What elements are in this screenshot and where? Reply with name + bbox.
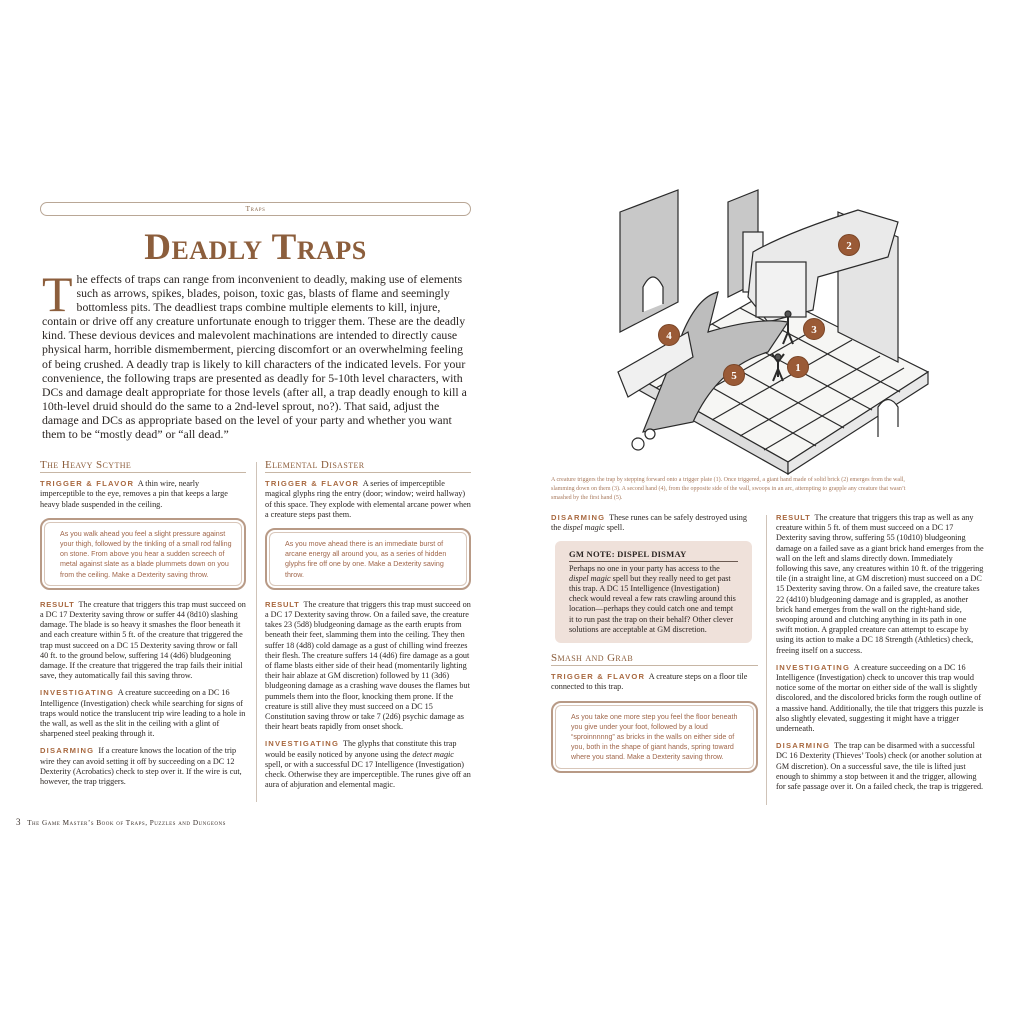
page-number: 3 <box>16 817 21 827</box>
entry-text: A creature steps on a floor tile connected to this trap. <box>551 672 748 692</box>
read-aloud-box: As you take one more step you feel the floor beneath you give under your foot, followed by a loud “sproinnnnng” as bricks in the walls on either side of you, both in the shape of giant hands, spring toward where you stand. Make a Dexterity saving throw. <box>551 701 758 773</box>
dropcap: T <box>42 266 73 322</box>
section-elemental-disaster <box>265 460 471 797</box>
right-column-right <box>776 513 984 799</box>
entry-label: RESULT <box>776 513 811 522</box>
result-entry <box>40 600 246 682</box>
entry-label: TRIGGER & FLAVOR <box>551 672 646 682</box>
intro-paragraph <box>42 266 472 442</box>
investigating-entry <box>265 739 471 790</box>
entry-label: DISARMING <box>776 741 831 751</box>
result-entry <box>776 513 984 656</box>
section-title: Smash and Grab <box>551 653 758 666</box>
spell-name: dispel magic <box>563 523 605 533</box>
column-divider <box>256 462 257 802</box>
entry-label: TRIGGER & FLAVOR <box>40 479 135 489</box>
trigger-flavor-entry <box>551 672 758 692</box>
trigger-flavor-entry <box>265 479 471 520</box>
right-page <box>512 0 1024 1024</box>
section-title: Elemental Disaster <box>265 460 471 473</box>
right-column-left <box>551 513 758 783</box>
page-footer <box>16 817 226 827</box>
read-aloud-box: As you walk ahead you feel a slight pressure against your thigh, followed by the tinkling of a small rod falling on stone. From above you hear a sudden screech of metal against slate as a blade plummets down on you from the ceiling. Make a Dexterity saving throw. <box>40 518 246 590</box>
marker-2: 2 <box>838 234 860 256</box>
entry-text: A series of imperceptible magical glyphs ring the entry (door; window; weird hallway) of this space. They explode with elemental arcane power when a creature steps past them. <box>265 479 471 519</box>
entry-label: DISARMING <box>40 746 95 756</box>
entry-label: INVESTIGATING <box>265 739 340 749</box>
entry-text: The creature that triggers this trap must succeed on a DC 17 Dexterity saving throw or suffer 44 (8d10) slashing damage. The blade is so heavy it smashes the floor beneath it and each creature within 5 ft. of the creature that triggered the trap must succeed on a DC 15 Dexterity saving throw or fall 40 ft. to the ground below, suffering 14 (4d6) bludgeoning damage. If the creature that triggered the trap fails their initial save, they automatically fail this saving throw. <box>40 599 246 681</box>
gm-note-text: Perhaps no one in your party has access to the <box>569 563 720 573</box>
marker-4: 4 <box>658 324 680 346</box>
running-head: Traps <box>40 202 471 216</box>
dungeon-illustration-icon <box>598 182 948 482</box>
book-title: The Game Master’s Book of Traps, Puzzles and Dungeons <box>27 819 226 827</box>
marker-1: 1 <box>787 356 809 378</box>
entry-label: RESULT <box>265 599 300 609</box>
illustration-caption: A creature triggers the trap by stepping forward onto a trigger plate (1). Once triggered, a giant hand made of solid brick (2) emerges from the wall, slamming down on them (3). A second hand (4), from the opposite side of the wall, swoops in an arc, attempting to grapple any creature that wasn’t smashed by the first hand (5). <box>551 477 906 501</box>
result-entry <box>265 600 471 733</box>
section-title: The Heavy Scythe <box>40 460 246 473</box>
entry-text: The creature that triggers this trap must succeed on a DC 17 Dexterity saving throw. On a failed save, the creature takes 23 (5d8) bludgeoning damage as the earth erupts from beneath their feet, slamming them into the ceiling. They then suffer 18 (4d8) cold damage as a gust of chilling wind freezes their flesh. The creature suffers 14 (4d6) fire damage as a gout of flame blasts either side of their head (momentarily lighting their hair ablaze at GM discretion) followed by 11 (3d6) bludgeoning damage as a crashing wave douses the flames but pummels them into the floor, knocking them prone. If the creature is still alive they must succeed on a DC 15 Constitution saving throw or take 7 (2d6) psychic damage as their heart beats rapidly from onset shock. <box>265 599 471 732</box>
disarming-entry <box>40 746 246 787</box>
investigating-entry <box>776 663 984 734</box>
column-divider <box>766 515 767 805</box>
gm-note-box <box>555 541 752 643</box>
entry-text: These runes can be safely destroyed using the <box>551 513 747 533</box>
disarming-entry <box>551 513 758 533</box>
marker-5: 5 <box>723 364 745 386</box>
spell-name: detect magic <box>412 749 454 759</box>
section-heavy-scythe <box>40 460 246 794</box>
entry-label: INVESTIGATING <box>776 662 851 672</box>
marker-3: 3 <box>803 318 825 340</box>
gm-note-title: GM NOTE: DISPEL DISMAY <box>569 549 738 561</box>
entry-text: The trap can be disarmed with a successful DC 16 Dexterity (Thieves’ Tools) check (or another solution at GM discretion). On a successful save, the tile is lifted just enough to shimmy a stop between it and the trigger, allowing for safe passage over it. On a failed check, the trap is triggered. <box>776 741 984 792</box>
entry-text: A creature succeeding on a DC 16 Intelligence (Investigation) check while searching for signs of traps would notice the translucent trip wire leading to a hole in the wall, as well as the slit in the ceiling with a glint of sharpened steel peaking through it. <box>40 688 246 739</box>
intro-text: he effects of traps can range from inconvenient to deadly, making use of elements such as arrows, spikes, blades, poison, toxic gas, blasts of flame and seemingly bottomless pits. The deadliest traps combine multiple elements to kill, injure, contain or drive off any creature unfortunate enough to trigger them. These are the deadly kind. These devious devices and malevolent machinations are intended to directly cause physical harm, horrible dismemberment, piercing discomfort or an overwhelming feeling of being crushed. A deadly trap is likely to kill characters of the indicated levels. For your convenience, the following traps are presented as deadly for 5-10th level characters, with DCs and damage dealt appropriate for those levels (after all, a trap deadly enough to kill a 10th-level druid should do the same to a 2nd-level sprout, no?). That said, adjust the damage and DCs as appropriate based on the level of your party and whether you want them to be “mostly dead” or “all dead.” <box>42 272 467 442</box>
entry-text: The glyphs that constitute this trap would be easily noticed by anyone using the <box>265 739 457 759</box>
trap-illustration <box>598 182 948 482</box>
entry-text: A creature succeeding on a DC 16 Intelligence (Investigation) check to uncover this trap would notice some of the mortar on either side of the wall is slightly discolored, and the discolored bricks form the rough outline of a massive hand. Additionally, the tile that triggers this puzzle is also slightly elevated, suggesting it might have a trigger underneath. <box>776 662 984 734</box>
disarming-entry <box>776 741 984 792</box>
trigger-flavor-entry <box>40 479 246 510</box>
gm-note-text: spell but they really need to get past this trap. A DC 15 Intelligence (Investigation) check would reveal a few rats crawling around this location—perhaps they could catch one and tempt it to run past the trap on their behalf? Other clever solutions are acceptable at GM discretion. <box>569 573 736 634</box>
read-aloud-box: As you move ahead there is an immediate burst of arcane energy all around you, as a series of hidden glyphs fire off one by one. Make a Dexterity saving throw. <box>265 528 471 590</box>
investigating-entry <box>40 688 246 739</box>
entry-label: TRIGGER & FLAVOR <box>265 479 360 489</box>
page-title: Deadly Traps <box>144 227 367 268</box>
entry-label: RESULT <box>40 599 75 609</box>
entry-text: spell. <box>604 523 625 533</box>
entry-label: DISARMING <box>551 513 606 522</box>
entry-text: The creature that triggers this trap as well as any creature within 5 ft. of them must succeed on a DC 17 Dexterity saving throw, suffering 55 (10d10) bludgeoning damage on a failed save as a giant brick hand emerges from the wall on the left and slams directly down. Immediately following this save, any creatures within 10 ft. of the triggering tile (in a straight line, at GM discretion) must succeed on a DC 15 Dexterity saving throw. On a failed save, the creature takes 22 (4d10) bludgeoning damage and is grappled, as another brick hand emerges from the wall on the right-hand side, swooping around and clutching anything in its path in one swift motion. A grappled creature can attempt to escape by using its action to make a DC 18 Strength (Athletics) check, freeing itself on a success. <box>776 513 984 655</box>
entry-label: INVESTIGATING <box>40 688 115 698</box>
entry-text: If a creature knows the location of the trip wire they can avoid setting it off by succeeding on a DC 12 Dexterity (Acrobatics) check to step over it. If the wire is cut, however, the trap triggers. <box>40 746 242 787</box>
entry-text: A thin wire, nearly imperceptible to the eye, removes a pin that keeps a large heavy blade suspended in the ceiling. <box>40 479 228 509</box>
entry-text: spell, or with a successful DC 17 Intelligence (Investigation) check. Otherwise they are imperceptible. The runes give off an aura of abjuration and elemental magic. <box>265 759 471 790</box>
spell-name: dispel magic <box>569 573 611 583</box>
